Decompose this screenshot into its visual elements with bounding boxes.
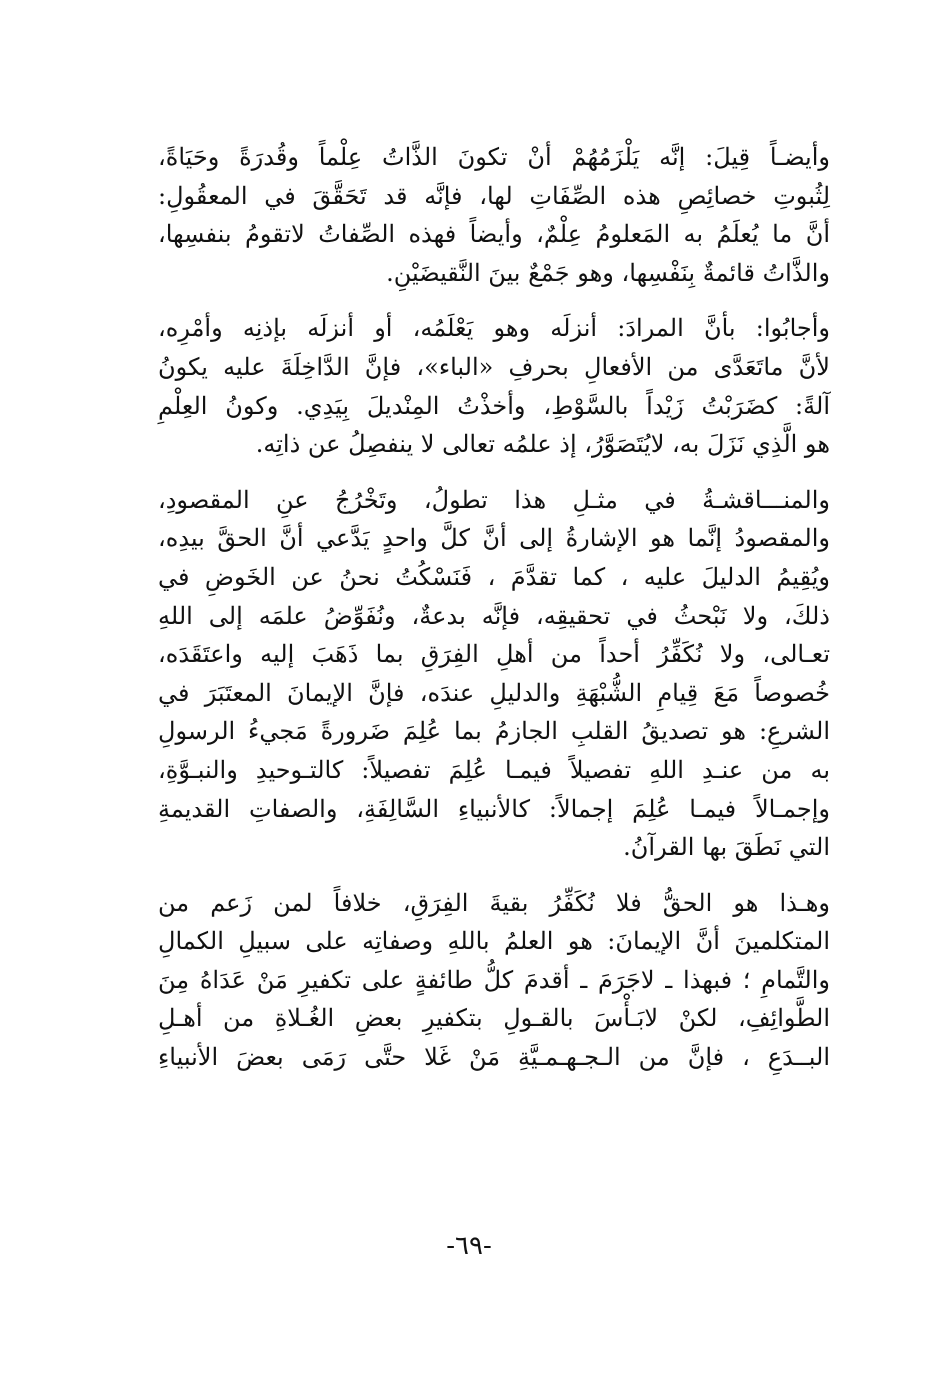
text-line: وأجابُوا: بأنَّ المرادَ: أنزلَه وهو يَعْلَمُه، أو أنزلَه بإذنِه وأمْرِه، xyxy=(158,314,830,343)
text-line: لأنَّ ماتَعَدَّى من الأفعالِ بحرفِ «الباء»، فإنَّ الدَّاخِلَةَ عليه يكونُ xyxy=(158,352,830,381)
text-line: خُصوصاً مَعَ قِيامِ الشُّبْهَةِ والدليلِ عندَه، فإنَّ الإيمانَ المعتَبَرَ في xyxy=(158,678,830,707)
text-line: ذلكَ، ولا نَبْحثُ في تحقيقِه، فإنَّه بدعةٌ، ونُفَوِّضُ علمَه إلى اللهِ xyxy=(158,601,830,630)
text-line: به من عنـدِ اللهِ تفصيلاً فيمـا عُلِمَ تفصيلاً: كالتـوحيدِ والنبـوَّةِ، xyxy=(158,755,830,784)
text-line: والمقصودُ إنَّما هو الإشارةُ إلى أنَّ كلَّ واحدٍ يَدَّعي أنَّ الحقَّ بيدِه، xyxy=(158,524,830,553)
text-line: الشرعِ: هو تصديقُ القلبِ الجازمُ بما عُلِمَ ضَرورةً مَجيءُ الرسولِ xyxy=(158,717,830,746)
text-line: لِثُبوتِ خصائِصِ هذه الصِّفَاتِ لها، فإنَّه قد تَحَقَّقَ في المعقُولِ: xyxy=(158,181,830,210)
text-line: تعـالى، ولا نُكَفِّرُ أحداً من أهلِ الفِرَقِ بما ذَهَبَ إليه واعتَقَدَه، xyxy=(158,640,830,669)
paragraph-4 xyxy=(158,884,830,1077)
paragraph-1 xyxy=(158,138,830,292)
text-line: هو الَّذِي نَزَلَ به، لايُتَصَوَّرُ، إذ علمُه تعالى لا ينفصِلُ عن ذاتِه. xyxy=(255,430,830,459)
text-line: والذَّاتُ قائمةٌ بِنَفْسِها، وهو جَمْعٌ بينَ النَّقيضَيْنِ. xyxy=(386,258,830,287)
page-body xyxy=(158,138,830,1077)
text-line: وأيضـاً قِيلَ: إنَّه يَلْزَمُهُمْ أنْ تكونَ الذَّاتُ عِلْماً وقُدرَةً وحَيَاةً، xyxy=(158,143,830,171)
text-line: ويُقِيمُ الدليلَ عليه ، كما تقدَّمَ ، فَنَسْكُتُ نحنُ عن الخَوضِ في xyxy=(158,562,830,591)
text-line: آلةً: كضَرَبْتُ زَيْداً بالسَّوْطِ، وأخذْتُ المِنْديلَ بِيَدِي. وكونُ العِلْمِ xyxy=(158,391,830,420)
text-line: وإجمـالاً فيمـا عُلِمَ إجمالاً: كالأنبياءِ السَّالِفَةِ، والصفاتِ القديمةِ xyxy=(158,794,830,823)
text-line: الطَّوائِفِ، لكنْ لابَـأْسَ بالقـولِ بتكفيرِ بعضِ الغُـلاةِ من أهـلِ xyxy=(158,1004,830,1033)
text-line: والمنـــاقشـةُ في مثـلِ هذا تطولُ، وتَخْرُجُ عنِ المقصودِ، xyxy=(158,485,830,514)
text-line: والتَّمامِ ؛ فبهذا ـ لاجَرَمَ ـ أقدمَ كلُّ طائفةٍ على تكفيرِ مَنْ عَدَاهُ مِنَ xyxy=(158,965,830,994)
paragraph-3 xyxy=(158,481,830,867)
text-line: أنَّ ما يُعلَمُ به المَعلومُ عِلْمٌ، وأيضاً فهذه الصِّفاتُ لاتقومُ بنفسِها، xyxy=(158,220,831,249)
text-line: البــدَعِ ، فإنَّ من الـجـهـمـيَّةِ مَنْ غَلا حتَّى رَمَى بعضَ الأنبياءِ xyxy=(158,1043,830,1072)
text-line: المتكلمينَ أنَّ الإيمانَ: هو العلمُ باللهِ وصفاتِه على سبيلِ الكمالِ xyxy=(158,927,830,956)
page-number: -٦٩- xyxy=(446,1231,492,1261)
text-line: وهـذا هو الحقُّ فلا نُكَفِّرُ بقيةَ الفِرَقِ، خلافاً لمن زَعم من xyxy=(158,888,830,917)
text-line: التي نَطَقَ بها القرآنُ. xyxy=(623,833,830,862)
paragraph-2 xyxy=(158,309,830,463)
